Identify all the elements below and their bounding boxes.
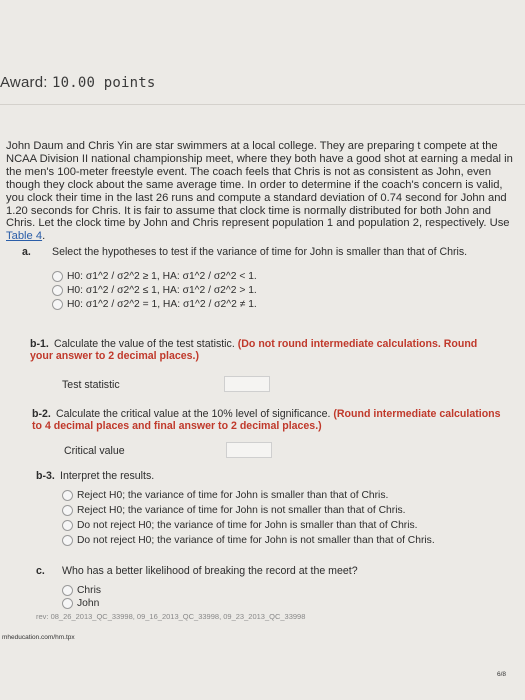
radio-button[interactable]: [52, 285, 63, 296]
test-statistic-label: Test statistic: [62, 379, 120, 391]
part-c-text: Who has a better likelihood of breaking the record at the meet?: [62, 565, 358, 577]
part-c-option-chris[interactable]: [62, 585, 101, 596]
footer-url: mheducation.com/hm.tpx: [2, 634, 75, 641]
part-b3-option[interactable]: [62, 535, 435, 546]
part-a-option[interactable]: [52, 299, 257, 310]
part-b3-question: [36, 470, 154, 482]
radio-button[interactable]: [62, 505, 73, 516]
radio-button[interactable]: [62, 535, 73, 546]
problem-text-end: .: [42, 230, 46, 243]
part-a-label: a.: [22, 246, 31, 258]
radio-button[interactable]: [62, 490, 73, 501]
part-b3-text: Interpret the results.: [60, 470, 155, 482]
option-text: H0: σ1^2 / σ2^2 = 1, HA: σ1^2 / σ2^2 ≠ 1.: [67, 299, 257, 310]
critical-value-label: Critical value: [64, 445, 125, 457]
part-c-option-john[interactable]: [62, 598, 99, 609]
table-4-link[interactable]: Table 4: [6, 230, 43, 243]
radio-button[interactable]: [52, 271, 63, 282]
problem-statement: [6, 140, 514, 243]
problem-text: John Daum and Chris Yin are star swimmers at a local college. They are preparing t compete at the NCAA Division II national championship meet, where they both have a good shot at earning a medal in the men's 100-meter freestyle event. The coach feels that Chris is not as consistent as John, even though they clock about the same average time. In order to determine if the coach's concern is valid, you clock their time in the last 26 runs and compute a standard deviation of 0.74 second for John and 1.20 seconds for Chris. It is fair to assume that clock time is normally distributed for both John and Chris. Let the clock time by John and Chris represent population 1 and population 2, respectively. Use: [6, 140, 513, 230]
radio-button[interactable]: [52, 299, 63, 310]
radio-button[interactable]: [62, 598, 73, 609]
part-b1-text: Calculate the value of the test statistic.: [54, 338, 235, 350]
award-points: 10.00 points: [52, 75, 156, 91]
radio-button[interactable]: [62, 520, 73, 531]
part-b1-note: (Do not round intermediate calculations. Round your answer to 2 decimal places.): [30, 338, 478, 362]
part-b1-label: b-1.: [30, 338, 49, 350]
option-text: Do not reject H0; the variance of time for John is not smaller than that of Chris.: [77, 535, 435, 546]
option-text: Reject H0; the variance of time for John is not smaller than that of Chris.: [77, 505, 406, 516]
part-b1-question: [30, 338, 500, 362]
part-a-option[interactable]: [52, 271, 257, 282]
option-text: John: [77, 598, 100, 609]
test-statistic-input[interactable]: [224, 376, 270, 392]
option-text: Do not reject H0; the variance of time for John is smaller than that of Chris.: [77, 520, 418, 531]
revision-note: rev: 08_26_2013_QC_33998, 09_16_2013_QC_33998, 09_23_2013_QC_33998: [36, 612, 306, 621]
part-b2-text: Calculate the critical value at the 10% level of significance.: [56, 408, 331, 420]
option-text: H0: σ1^2 / σ2^2 ≤ 1, HA: σ1^2 / σ2^2 > 1.: [67, 285, 257, 296]
part-b2-question: [32, 408, 507, 432]
part-a-option[interactable]: [52, 285, 257, 296]
option-text: Chris: [77, 585, 102, 596]
part-a-question: [22, 246, 467, 258]
part-b3-option[interactable]: [62, 505, 406, 516]
part-c-label: c.: [36, 565, 45, 577]
part-b3-label: b-3.: [36, 470, 55, 482]
page-number: 6/8: [497, 671, 507, 678]
award-label: Award:: [0, 74, 48, 91]
option-text: H0: σ1^2 / σ2^2 ≥ 1, HA: σ1^2 / σ2^2 < 1.: [67, 271, 257, 282]
radio-button[interactable]: [62, 585, 73, 596]
option-text: Reject H0; the variance of time for John is smaller than that of Chris.: [77, 490, 389, 501]
part-c-question: [36, 565, 358, 577]
part-a-text: Select the hypotheses to test if the variance of time for John is smaller than that of Chris.: [52, 246, 468, 258]
header-divider: [0, 104, 525, 105]
award-header: [0, 74, 156, 91]
part-b3-option[interactable]: [62, 490, 388, 501]
critical-value-input[interactable]: [226, 442, 272, 458]
part-b3-option[interactable]: [62, 520, 418, 531]
part-b2-label: b-2.: [32, 408, 51, 420]
part-b2-note: (Round intermediate calculations to 4 decimal places and final answer to 2 decimal places.): [32, 408, 501, 432]
